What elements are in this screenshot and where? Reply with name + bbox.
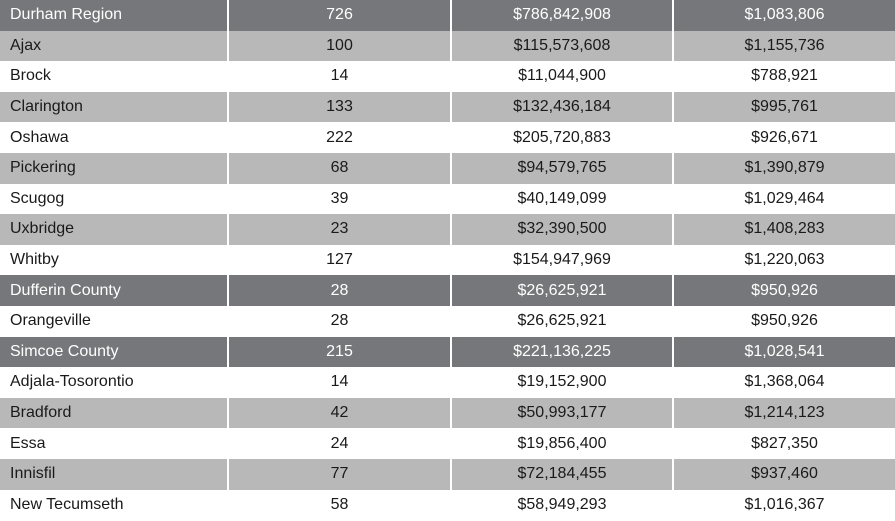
row-name: Essa	[0, 428, 228, 459]
row-sales: 42	[228, 398, 451, 429]
row-average: $1,016,367	[673, 490, 895, 521]
row-sales: 23	[228, 214, 451, 245]
row-name: Simcoe County	[0, 337, 228, 368]
table-row	[0, 184, 895, 215]
table-row	[0, 92, 895, 123]
table-row	[0, 61, 895, 92]
row-sales: 127	[228, 245, 451, 276]
row-name: Oshawa	[0, 122, 228, 153]
row-sales: 222	[228, 122, 451, 153]
row-sales: 58	[228, 490, 451, 521]
row-sales: 28	[228, 275, 451, 306]
row-name: Uxbridge	[0, 214, 228, 245]
row-volume: $221,136,225	[451, 337, 673, 368]
row-name: Adjala-Tosorontio	[0, 367, 228, 398]
row-name: Scugog	[0, 184, 228, 215]
table-row	[0, 428, 895, 459]
table-row	[0, 214, 895, 245]
row-volume: $26,625,921	[451, 306, 673, 337]
row-volume: $26,625,921	[451, 275, 673, 306]
region-row	[0, 337, 895, 368]
row-sales: 100	[228, 31, 451, 62]
row-name: Pickering	[0, 153, 228, 184]
table-row	[0, 367, 895, 398]
row-volume: $94,579,765	[451, 153, 673, 184]
row-sales: 133	[228, 92, 451, 123]
row-volume: $19,856,400	[451, 428, 673, 459]
row-sales: 726	[228, 0, 451, 31]
row-average: $827,350	[673, 428, 895, 459]
row-sales: 215	[228, 337, 451, 368]
row-average: $1,220,063	[673, 245, 895, 276]
row-sales: 77	[228, 459, 451, 490]
row-average: $788,921	[673, 61, 895, 92]
table-row	[0, 245, 895, 276]
row-average: $1,214,123	[673, 398, 895, 429]
row-volume: $50,993,177	[451, 398, 673, 429]
row-name: Dufferin County	[0, 275, 228, 306]
row-name: Bradford	[0, 398, 228, 429]
row-name: Orangeville	[0, 306, 228, 337]
row-average: $1,408,283	[673, 214, 895, 245]
row-volume: $154,947,969	[451, 245, 673, 276]
row-sales: 14	[228, 367, 451, 398]
row-volume: $72,184,455	[451, 459, 673, 490]
row-name: New Tecumseth	[0, 490, 228, 521]
row-volume: $40,149,099	[451, 184, 673, 215]
row-volume: $19,152,900	[451, 367, 673, 398]
table-row	[0, 398, 895, 429]
row-sales: 28	[228, 306, 451, 337]
table-row	[0, 490, 895, 521]
row-volume: $11,044,900	[451, 61, 673, 92]
row-volume: $115,573,608	[451, 31, 673, 62]
row-average: $950,926	[673, 275, 895, 306]
row-average: $937,460	[673, 459, 895, 490]
row-volume: $786,842,908	[451, 0, 673, 31]
table-row	[0, 153, 895, 184]
row-volume: $58,949,293	[451, 490, 673, 521]
row-name: Clarington	[0, 92, 228, 123]
row-average: $926,671	[673, 122, 895, 153]
table-row	[0, 122, 895, 153]
row-volume: $32,390,500	[451, 214, 673, 245]
table-row	[0, 306, 895, 337]
row-average: $1,028,541	[673, 337, 895, 368]
table-row	[0, 459, 895, 490]
row-name: Ajax	[0, 31, 228, 62]
row-volume: $132,436,184	[451, 92, 673, 123]
row-name: Innisfil	[0, 459, 228, 490]
row-average: $1,155,736	[673, 31, 895, 62]
row-name: Durham Region	[0, 0, 228, 31]
row-name: Brock	[0, 61, 228, 92]
row-sales: 68	[228, 153, 451, 184]
row-average: $1,368,064	[673, 367, 895, 398]
region-row	[0, 0, 895, 31]
table-row	[0, 31, 895, 62]
row-average: $1,029,464	[673, 184, 895, 215]
row-name: Whitby	[0, 245, 228, 276]
region-row	[0, 275, 895, 306]
row-sales: 39	[228, 184, 451, 215]
row-sales: 24	[228, 428, 451, 459]
row-average: $950,926	[673, 306, 895, 337]
row-sales: 14	[228, 61, 451, 92]
row-average: $1,390,879	[673, 153, 895, 184]
row-average: $995,761	[673, 92, 895, 123]
row-average: $1,083,806	[673, 0, 895, 31]
row-volume: $205,720,883	[451, 122, 673, 153]
